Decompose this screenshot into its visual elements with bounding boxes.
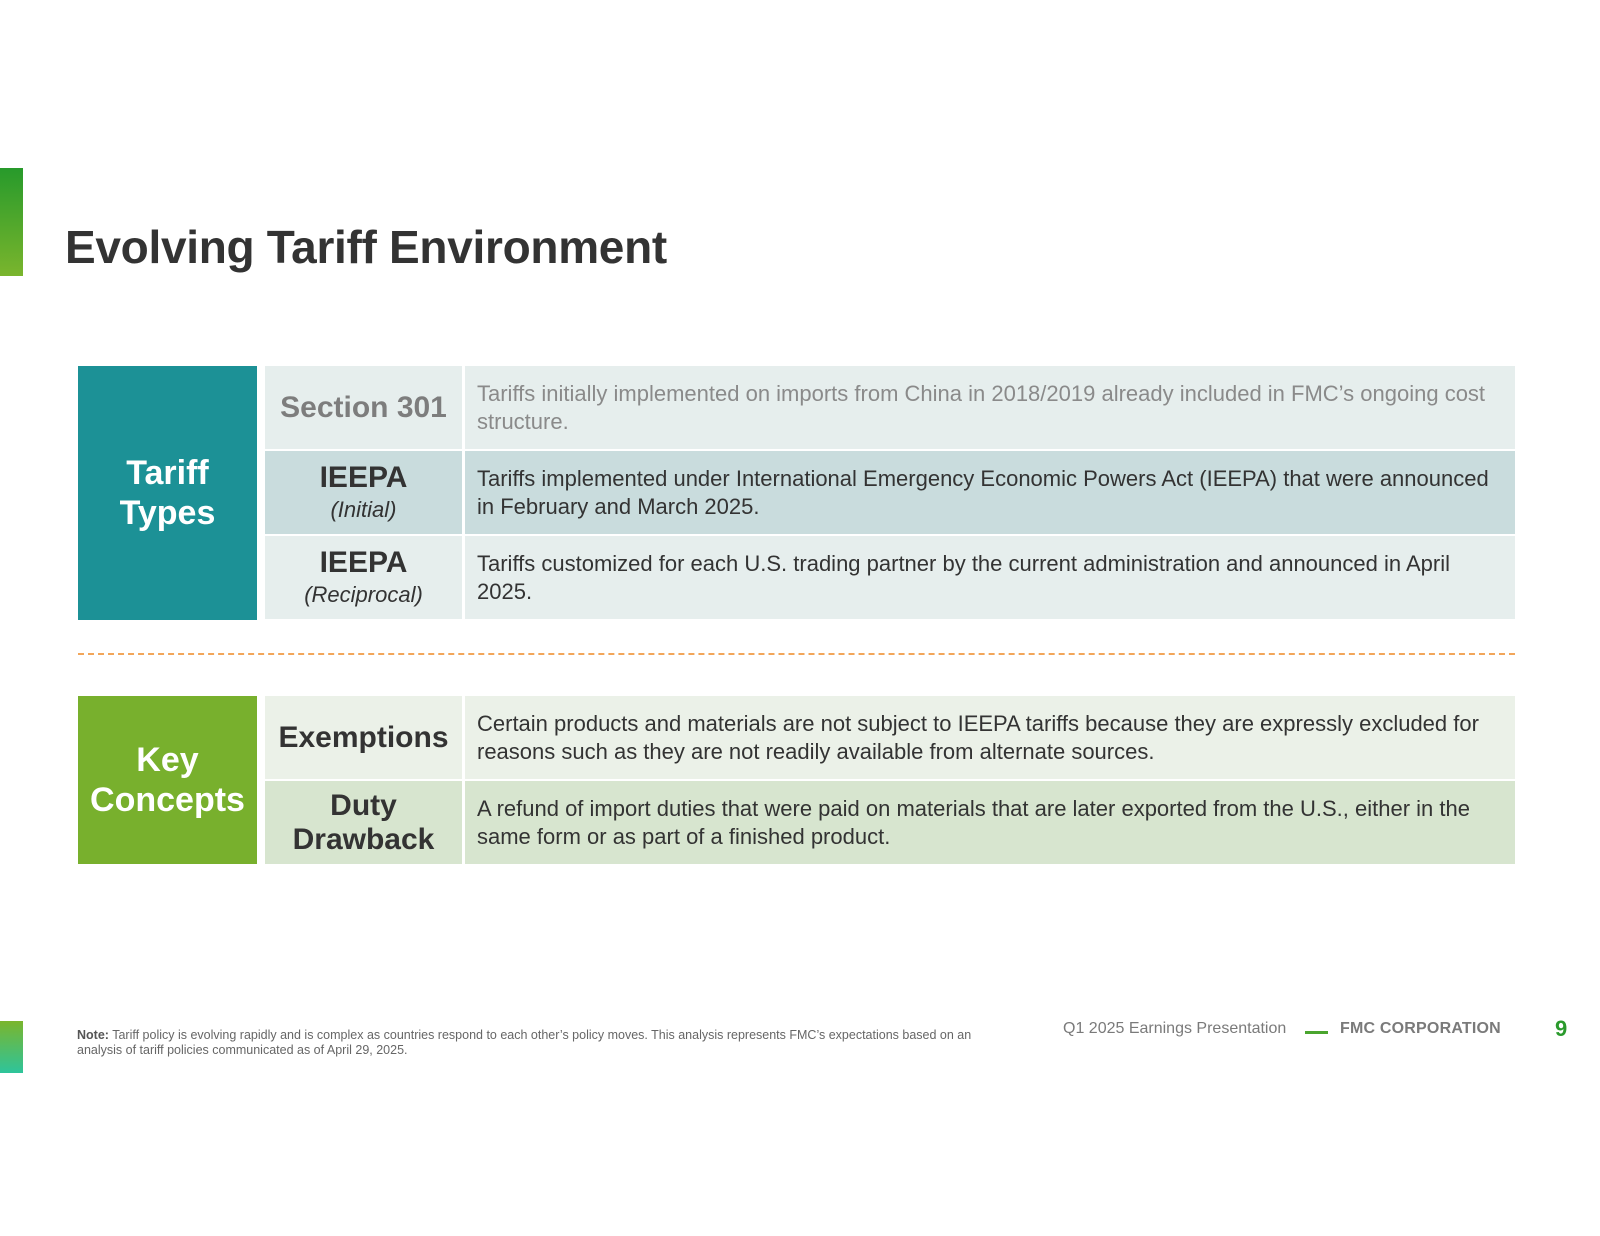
accent-bar-top	[0, 168, 23, 276]
key-concepts-label: Key Concepts	[78, 696, 257, 864]
table-row-duty-drawback	[265, 781, 1515, 864]
term-cell	[265, 451, 462, 534]
description-cell: Tariffs implemented under International Emergency Economic Powers Act (IEEPA) that were announced in February and March 2025.	[465, 451, 1515, 534]
term-title: Section 301	[280, 390, 447, 424]
description-cell: A refund of import duties that were paid on materials that are later exported from the U.S., either in the same form or as part of a finished product.	[465, 781, 1515, 864]
footnote-label: Note:	[77, 1028, 109, 1042]
section-divider	[78, 653, 1515, 655]
term-title: Duty Drawback	[292, 788, 435, 856]
term-subtitle: (Initial)	[330, 496, 397, 522]
term-cell	[265, 366, 462, 449]
term-cell	[265, 781, 462, 864]
key-concepts-table	[78, 696, 1515, 864]
page-number: 9	[1555, 1016, 1568, 1041]
footnote	[77, 1028, 1017, 1058]
footer-separator	[1305, 1031, 1328, 1034]
presentation-name: Q1 2025 Earnings Presentation	[1063, 1020, 1287, 1037]
tariff-types-label: Tariff Types	[78, 366, 257, 620]
description-cell: Certain products and materials are not subject to IEEPA tariffs because they are expressly excluded for reasons such as they are not readily available from alternate sources.	[465, 696, 1515, 779]
company-name: FMC CORPORATION	[1340, 1020, 1501, 1037]
table-row-ieepa-reciprocal	[265, 536, 1515, 619]
table-row-exemptions	[265, 696, 1515, 779]
description-cell: Tariffs customized for each U.S. trading partner by the current administration and announced in April 2025.	[465, 536, 1515, 619]
table-row-ieepa-initial	[265, 451, 1515, 534]
term-title: IEEPA	[319, 545, 408, 579]
term-title: Exemptions	[278, 720, 449, 754]
term-subtitle: (Reciprocal)	[304, 581, 423, 607]
term-title: IEEPA	[319, 460, 408, 494]
term-cell	[265, 696, 462, 779]
footnote-text: Tariff policy is evolving rapidly and is complex as countries respond to each other’s policy moves. This analysis represents FMC’s expectations based on an analysis of tariff policies communicated as of April 29, 2025.	[77, 1028, 972, 1057]
accent-bar-bottom	[0, 1021, 23, 1073]
table-row-section-301	[265, 366, 1515, 449]
tariff-types-table	[78, 366, 1515, 620]
term-cell	[265, 536, 462, 619]
page-title: Evolving Tariff Environment	[65, 221, 667, 273]
description-cell: Tariffs initially implemented on imports from China in 2018/2019 already included in FMC’s ongoing cost structure.	[465, 366, 1515, 449]
